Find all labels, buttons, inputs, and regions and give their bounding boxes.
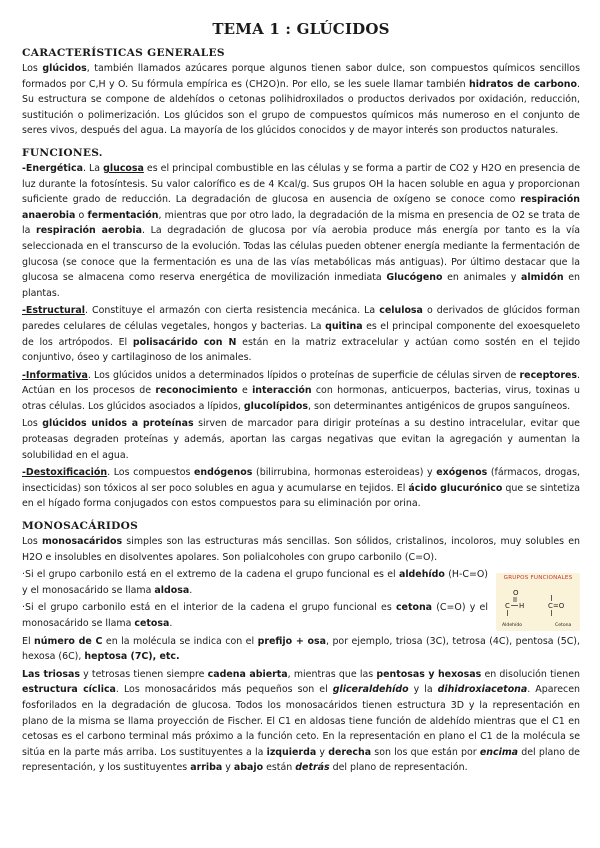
heading-caracteristicas: CARACTERÍSTICAS GENERALES xyxy=(22,47,225,59)
page-title: TEMA 1 : GLÚCIDOS xyxy=(212,20,390,38)
paragraph-monosacaridos-1: Los monosacáridos simples son las estructuras más sencillas. Son sólidos, cristalinos, incoloros, muy solubles en H2O e insolubles en disolventes apolares. Son polialcoholes con grupo carbonilo (C=O). xyxy=(22,536,580,563)
aldehyde-h: H xyxy=(519,602,525,611)
paragraph-energetica: -Energética. La glucosa es el principal combustible en las células y se forma a partir de CO2 y H2O en presencia de luz durante la fotosíntesis. Su valor calorífico es de 4 Kcal/g. Sus grupos OH la hacen soluble en agua y proporcionan suficiente grado de reducción. La degradación de glucosa en ausencia de oxígeno se conoce como respiración anaerobia o fermentación, mientras que por otro lado, la degradación de la misma en presencia de O2 se trata de la respiración aerobia. La degradación de glucosa por vía aerobia produce más energía por tanto es la vía seleccionada en el transcurso de la evolución. Todas las células pueden obtener energía mediante la fermentación de glucosa (se conoce que la fermentación es una de las vías metabólicas más antiguas). Por último destacar que la glucosa se almacena como reserva energética de movilización inmediata Glucógeno en animales y almidón en plantas. xyxy=(22,162,581,299)
paragraph-destoxificacion: -Destoxificación. Los compuestos endógenos (bilirrubina, hormonas esteroideas) y exógenos (fármacos, drogas, insecticidas) son tóxicos al ser poco solubles en agua y acumularse en tejidos. El ácido glucurónico que se sintetiza en el hígado forma conjugados con estos compuestos para su eliminación por orina. xyxy=(22,467,580,510)
document-page xyxy=(22,20,580,778)
aldehyde-o: O xyxy=(513,589,519,598)
paragraph-informativa: -Informativa. Los glúcidos unidos a determinados lípidos o proteínas de superficie de células sirven de receptores. Actúan en los procesos de reconocimiento e interacción con hormonas, anticuerpos, bacterias, virus, toxinas u otras células. Los glúcidos asociados a lípidos, glucolípidos, son determinantes antigénicos de grupos sanguíneos. xyxy=(22,369,580,412)
paragraph-aldosa: ·Si el grupo carbonilo está en el extremo de la cadena el grupo funcional es el aldehído (H-C=O) y el monosacárido se llama aldosa. xyxy=(22,569,488,596)
aldehyde-label: Aldehído xyxy=(502,623,523,629)
aldehyde-c: C xyxy=(505,602,510,611)
paragraph-estructural: -Estructural. Constituye el armazón con cierta resistencia mecánica. La celulosa o derivados de glúcidos forman paredes celulares de células vegetales, hongos y bacterias. La quitina es el principal componente del exoesqueleto de los artrópodos. El polisacárido con N están en la matriz extracelular y actúan como sostén en el tejido conjuntivo, óseo y cartilaginoso de los animales. xyxy=(22,305,581,364)
functional-groups-diagram xyxy=(496,573,580,631)
figure-title: GRUPOS FUNCIONALES xyxy=(503,575,573,582)
paragraph-informativa-2: Los glúcidos unidos a proteínas sirven de marcador para dirigir proteínas a su destino intracelular, evitar que proteasas degraden proteínas y además, aportan las cargas negativas que evitan la agregación y aumentan la solubilidad en el agua. xyxy=(22,418,580,461)
paragraph-cetosa: ·Si el grupo carbonilo está en el interior de la cadena el grupo funcional es cetona (C=O) y el monosacárido se llama cetosa. xyxy=(22,602,488,629)
paragraph-caracteristicas: Los glúcidos, también llamados azúcares porque algunos tienen sabor dulce, son compuestos químicos sencillos formados por C,H y O. Su fórmula empírica es (CH2O)n. Por ello, se les suele llamar también hidratos de carbono. Su estructura se compone de aldehídos o cetonas polihidroxilados o productos derivados por oxidación, reducción, sustitución o polimerización. Los glúcidos son el grupo de compuestos químicos más numeroso en el conjunto de seres vivos, después del agua. La mayoría de los glúcidos conocidos y de mayor interés son productos naturales. xyxy=(22,63,580,137)
paragraph-triosas: Las triosas y tetrosas tienen siempre cadena abierta, mientras que las pentosas y hexosas en disolución tienen estructura cíclica. Los monosacáridos más pequeños son el gliceraldehído y la dihidroxiacetona. Aparecen fosforilados en la degradación de glucosa. Todos los monosacáridos tienen estructura 3D y la representación en plano de la misma se llama proyección de Fischer. El C1 en aldosas tiene función de aldehído mientras que el C1 en cetosas es el carbono terminal más próximo a la función ceto. En la representación en plano el C1 de la molécula se sitúa en la parte más arriba. Los sustituyentes a la izquierda y derecha son los que están por encima del plano de representación, y los sustituyentes arriba y abajo están detrás del plano de representación. xyxy=(22,668,580,774)
functional-groups-figure xyxy=(496,573,580,631)
paragraph-numero-c: El número de C en la molécula se indica con el prefijo + osa, por ejemplo, triosa (3C), tetrosa (4C), pentosa (5C), hexosa (6C), heptosa (7C), etc. xyxy=(22,635,580,663)
monosacaridos-group xyxy=(22,567,580,631)
ketone-group: C=O xyxy=(548,602,565,611)
heading-funciones: FUNCIONES. xyxy=(22,146,103,159)
heading-monosacaridos: MONOSACÁRIDOS xyxy=(22,520,139,533)
ketone-label: Cetona xyxy=(555,623,572,629)
